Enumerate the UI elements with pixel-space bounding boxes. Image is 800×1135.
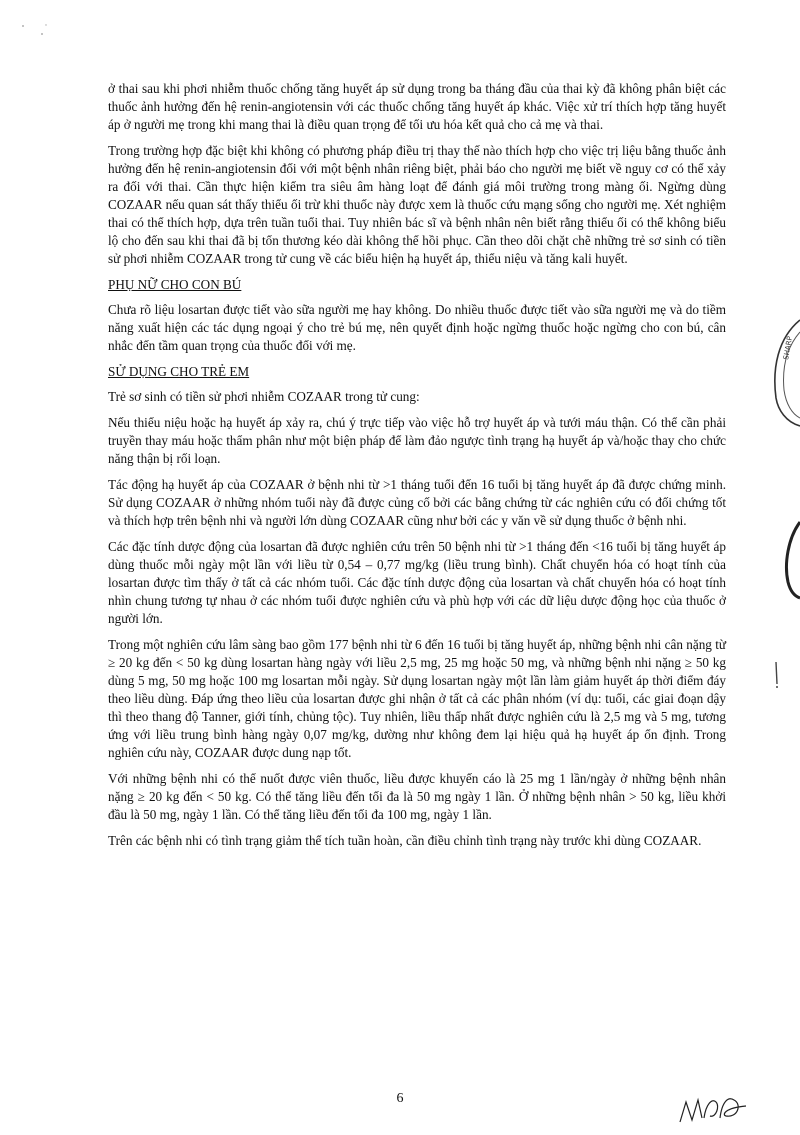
handwritten-initials — [676, 1092, 750, 1131]
page-number: 6 — [396, 1091, 404, 1106]
stamp-edge-text: SHARP — [782, 335, 795, 361]
paragraph-dosing: Với những bệnh nhi có thể nuốt được viên thuốc, liều được khuyến cáo là 25 mg 1 lần/ngày ở những bệnh nhân nặng ≥ 20 kg đến < 50 kg. Có thể tăng liều đến tối đa là 50 mg ngày 1 lần. Ở những bệnh nhân > 50 kg, liều khởi đầu là 50 mg, ngày 1 lần. Có thể tăng liều đến tối đa 100 mg, ngày 1 lần. — [108, 771, 726, 822]
paragraph-nursing: Chưa rõ liệu losartan được tiết vào sữa người mẹ hay không. Do nhiều thuốc được tiết vào sữa người mẹ và do tiềm năng xuất hiện các tác dụng ngoại ý cho trẻ bú mẹ, nên quyết định hoặc ngừng thuốc hoặc ngừng cho con bú, cân nhắc đến tầm quan trọng của thuốc đối với mẹ. — [108, 302, 726, 353]
paragraph-special-case: Trong trường hợp đặc biệt khi không có phương pháp điều trị thay thế nào thích hợp cho việc trị liệu bằng thuốc ảnh hưởng đến hệ renin-angiotensin đối với một bệnh nhân riêng biệt, phải báo cho người mẹ biết về nguy cơ có thể xảy ra đối với thai. Cần thực hiện kiểm tra siêu âm hàng loạt để đánh giá môi trường trong màng ối. Ngừng dùng COZAAR nếu quan sát thấy thiểu ối trừ khi thuốc này được xem là thuốc cứu mạng sống cho người mẹ. Xét nghiệm thai có thể thích hợp, dựa trên tuần tuổi thai. Tuy nhiên bác sĩ và bệnh nhân nên biết rằng thiểu ối có thể không biểu lộ cho đến sau khi thai đã bị tổn thương kéo dài không thể hồi phục. Cần theo dõi chặt chẽ những trẻ sơ sinh có tiền sử phơi nhiễm COZAAR trong tử cung về các biểu hiện hạ huyết áp, thiểu niệu và tăng kali huyết. — [108, 143, 726, 266]
paragraph-antihypertensive-effect: Tác động hạ huyết áp của COZAAR ở bệnh nhi từ >1 tháng tuổi đến 16 tuổi bị tăng huyết áp đã được chứng minh. Sử dụng COZAAR ở những nhóm tuổi này đã được củng cố bởi các bằng chứng từ các nghiên cứu có đối chứng tốt và thích hợp trên bệnh nhi và người lớn dùng COZAAR cũng như bởi các y văn về sử dụng thuốc ở bệnh nhi. — [108, 477, 726, 528]
stamp-edge-mark — [770, 318, 800, 433]
heading-pediatric-use: SỬ DỤNG CHO TRẺ EM — [108, 364, 250, 379]
paragraph-volume-depletion: Trên các bệnh nhi có tình trạng giảm thể tích tuần hoàn, cần điều chỉnh tình trạng này trước khi dùng COZAAR. — [108, 833, 702, 848]
document-body — [108, 80, 726, 858]
paragraph-oliguria: Nếu thiểu niệu hoặc hạ huyết áp xảy ra, chú ý trực tiếp vào việc hỗ trợ huyết áp và tưới máu thận. Có thể cần phải truyền thay máu hoặc thẩm phân như một biện pháp để làm đảo ngược tình trạng hạ huyết áp và/hoặc thay cho chức năng thận bị rối loạn. — [108, 415, 726, 466]
heading-nursing-mothers: PHỤ NỮ CHO CON BÚ — [108, 277, 242, 292]
pen-tick-mark — [770, 660, 784, 695]
paragraph-clinical-study: Trong một nghiên cứu lâm sàng bao gồm 177 bệnh nhi từ 6 đến 16 tuổi bị tăng huyết áp, những bệnh nhi cân nặng từ ≥ 20 kg đến < 50 kg dùng losartan hàng ngày với liều 2,5 mg, 25 mg hoặc 50 mg, và những bệnh nhi nặng ≥ 50 kg dùng 5 mg, 50 mg hoặc 100 mg losartan mỗi ngày. Sử dụng losartan ngày một lần làm giảm huyết áp thời điểm đáy theo liều dùng. Đáp ứng theo liều của losartan được ghi nhận ở tất cả các phân nhóm (ví dụ: tuổi, các giai đoạn dậy thì theo thang độ Tanner, giới tính, chủng tộc). Tuy nhiên, liều thấp nhất được nghiên cứu là 2,5 mg và 5 mg, tương ứng với liều trung bình hàng ngày 0,07 mg/kg, dường như không đem lại hiệu quả hạ huyết áp ổn định. Trong nghiên cứu này, COZAAR được dung nạp tốt. — [108, 637, 726, 760]
stamp-edge-arc — [778, 520, 800, 605]
paragraph-fetal-exposure: ở thai sau khi phơi nhiễm thuốc chống tăng huyết áp sử dụng trong ba tháng đầu của thai kỳ đã không phân biệt các thuốc ảnh hưởng đến hệ renin-angiotensin với các thuốc chống tăng huyết áp khác. Việc xử trí thích hợp tăng huyết áp ở người mẹ trong khi mang thai là điều quan trọng để tối ưu hóa kết quả cho cả mẹ và thai. — [108, 81, 726, 132]
scan-dots — [20, 22, 50, 43]
paragraph-pharmacokinetics: Các đặc tính dược động của losartan đã được nghiên cứu trên 50 bệnh nhi từ >1 tháng đến <16 tuổi bị tăng huyết áp dùng thuốc mỗi ngày một lần với liều từ 0,54 – 0,77 mg/kg (liều trung bình). Chất chuyển hóa có hoạt tính của losartan được tìm thấy ở tất cả các nhóm tuổi. Các đặc tính dược động của losartan và chất chuyển hóa có hoạt tính nhìn chung tương tự nhau ở các nhóm tuổi được nghiên cứu và phù hợp với các dữ liệu dược động học của thuốc ở người lớn. — [108, 539, 726, 626]
paragraph-neonates-intro: Trẻ sơ sinh có tiền sử phơi nhiễm COZAAR trong tử cung: — [108, 389, 420, 404]
